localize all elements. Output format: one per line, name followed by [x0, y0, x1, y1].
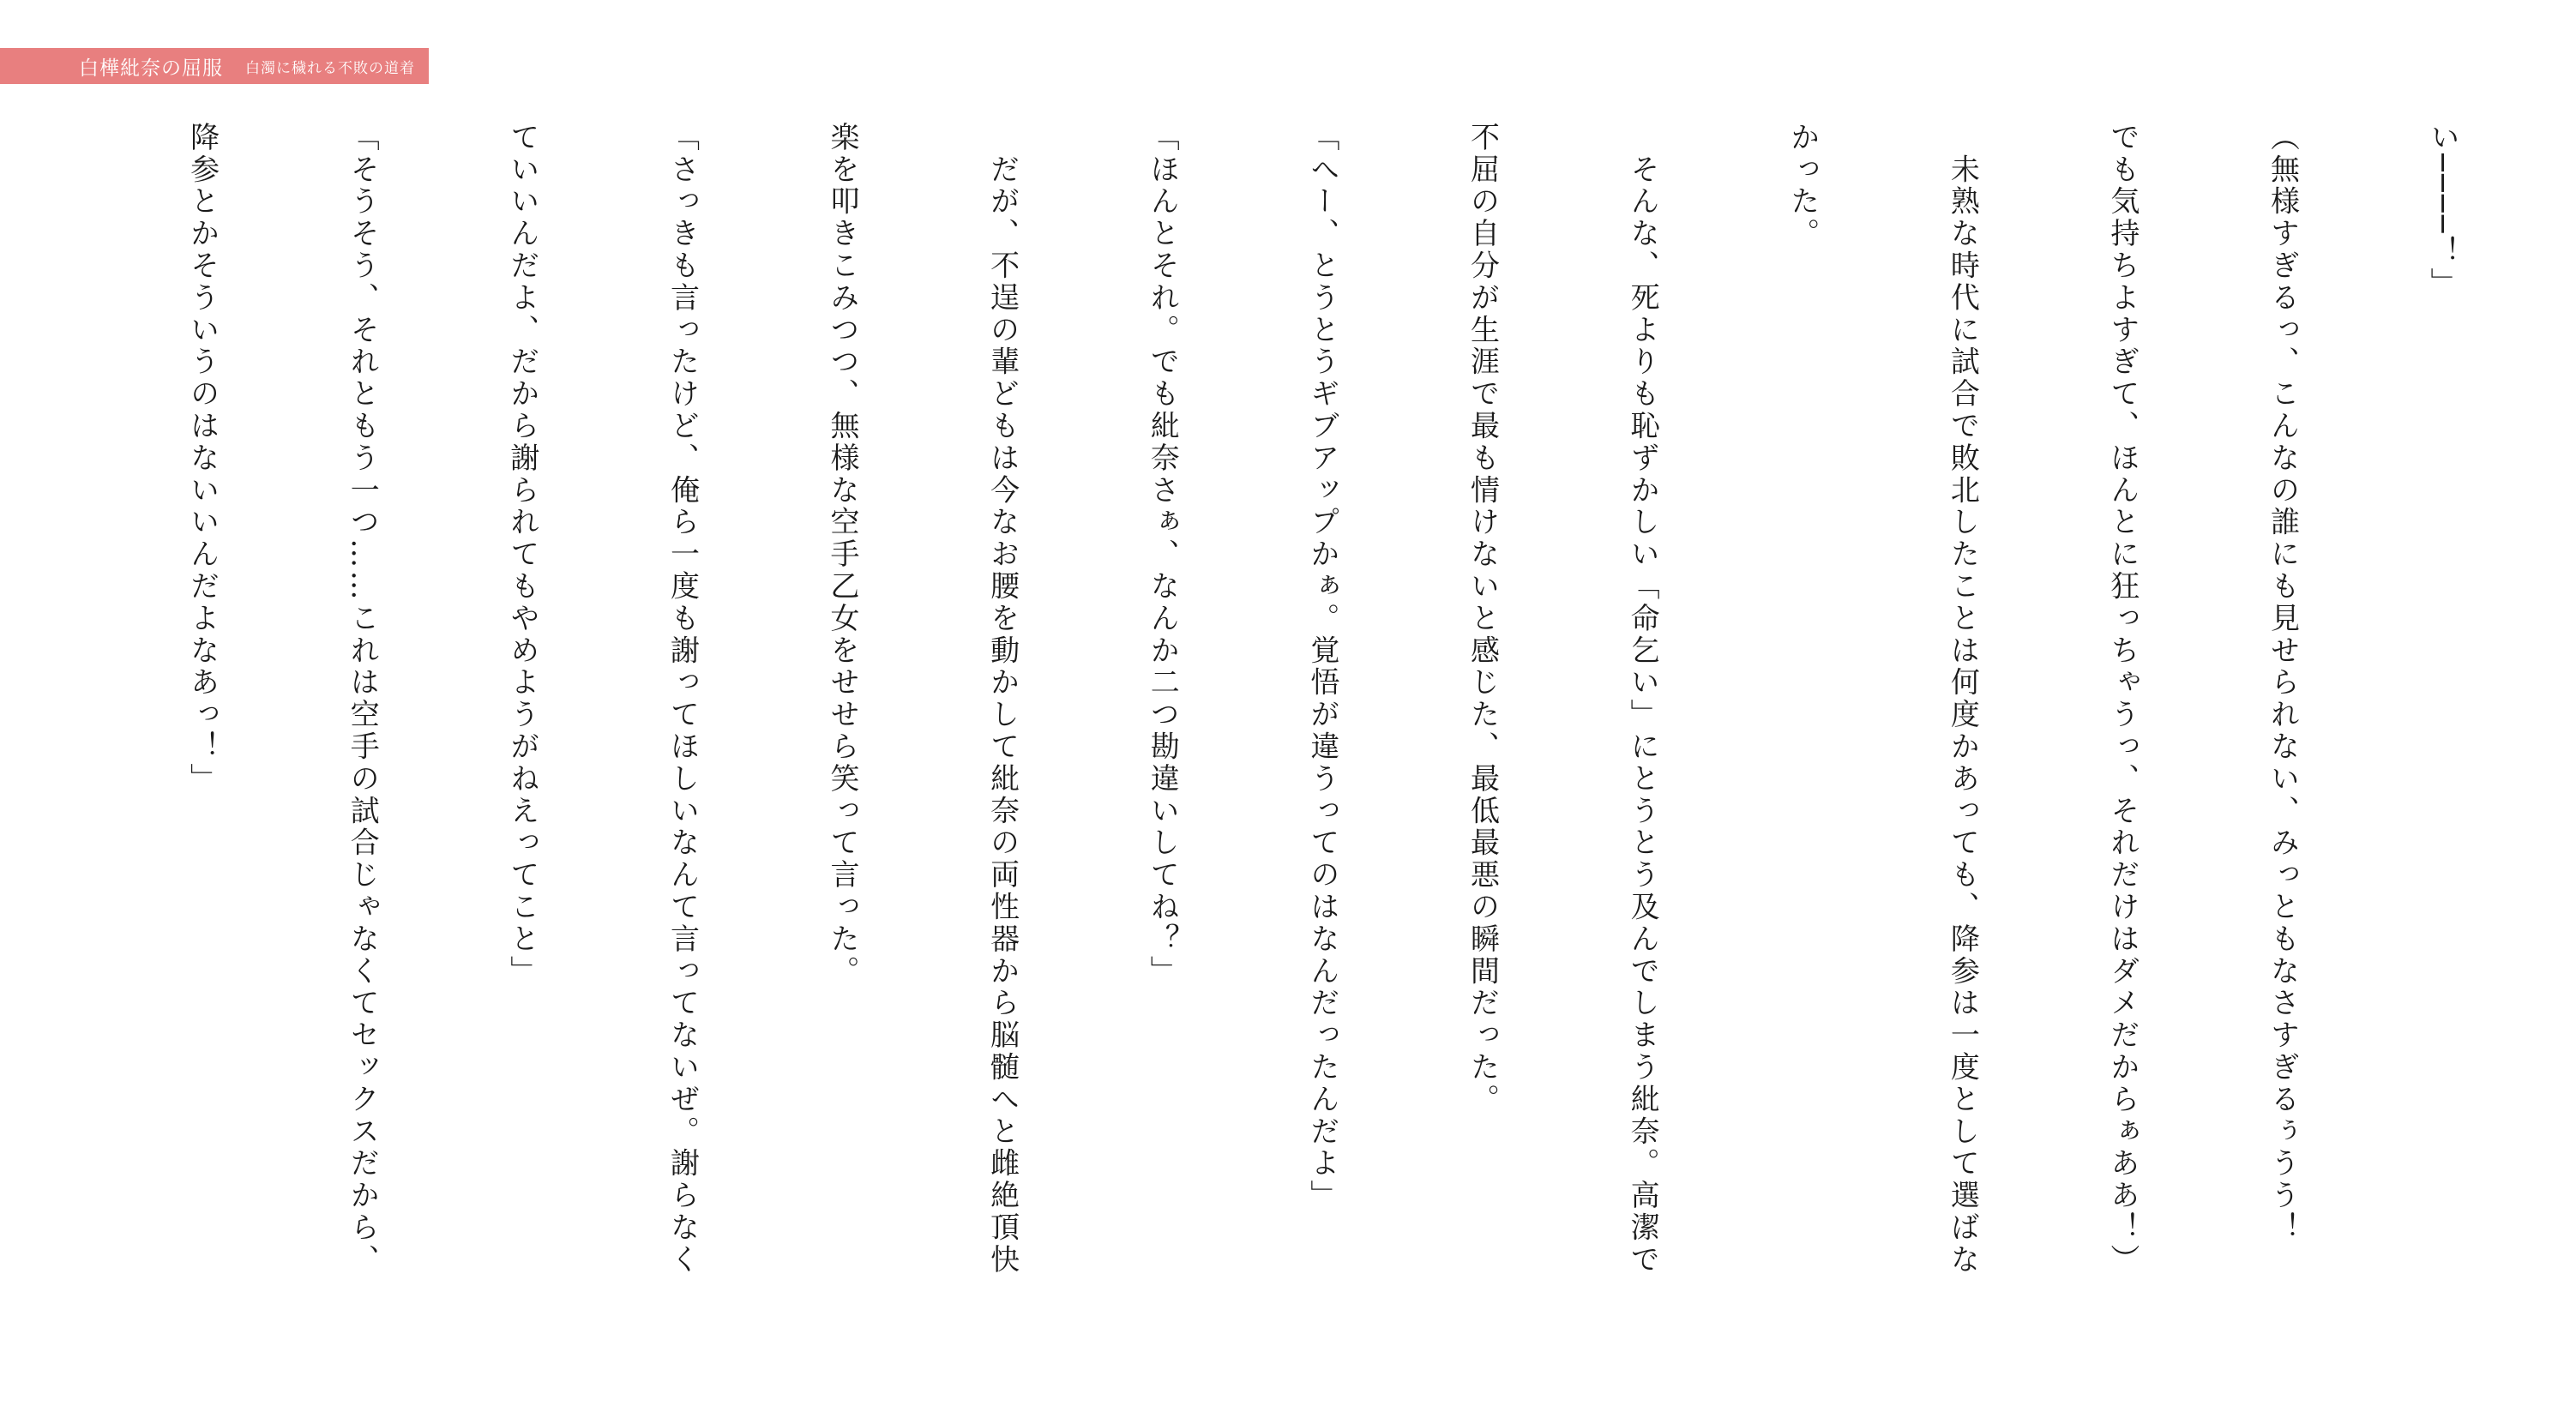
text-line: ていいんだよ、だから謝られてもやめようがねえってこと」 — [504, 122, 539, 988]
text-line: だが、不逞の輩どもは今なお腰を動かして紕奈の両性器から脳髄へと雌絶頂快 — [984, 122, 1020, 1277]
text-line: 降参とかそういうのはないいんだよなあっ！」 — [184, 122, 220, 796]
running-header — [0, 48, 429, 84]
text-line: 「そうそう、それともう一つ……これは空手の試合じゃなくてセックスだから、 — [345, 122, 380, 1277]
text-line: 「ほんとそれ。でも紕奈さぁ、なんか二つ勘違いしてね？」 — [1145, 122, 1180, 988]
text-line: そんな、死よりも恥ずかしい「命乞い」にとうとう及んでしまう紕奈。高潔で — [1625, 122, 1660, 1277]
text-line: 不屈の自分が生涯で最も情けないと感じた、最低最悪の瞬間だった。 — [1465, 122, 1500, 1116]
page-body — [69, 122, 2460, 1391]
text-line: い────！」 — [2425, 122, 2460, 300]
chapter-title: 白濁に穢れる不敗の道着 — [245, 59, 415, 77]
text-line: かった。 — [1785, 122, 1820, 250]
book-title: 白樺紕奈の屈服 — [79, 57, 223, 80]
text-line: 「さっきも言ったけど、俺ら一度も謝ってほしいなんて言ってないぜ。謝らなく — [665, 122, 700, 1277]
text-line: 楽を叩きこみつつ、無様な空手乙女をせせら笑って言った。 — [825, 122, 860, 988]
text-line: （無様すぎるっ、こんなの誰にも見せられない、みっともなさすぎるぅうう！ — [2265, 122, 2300, 1244]
text-line: でも気持ちよすぎて、ほんとに狂っちゃうっ、それだけはダメだからぁああ！） — [2104, 122, 2140, 1277]
text-line: 「へー、とうとうギブアップかぁ。覚悟が違うってのはなんだったんだよ」 — [1304, 122, 1339, 1212]
vertical-text-block — [69, 122, 2576, 1391]
text-line: 未熟な時代に試合で敗北したことは何度かあっても、降参は一度として選ばな — [1945, 122, 1980, 1277]
